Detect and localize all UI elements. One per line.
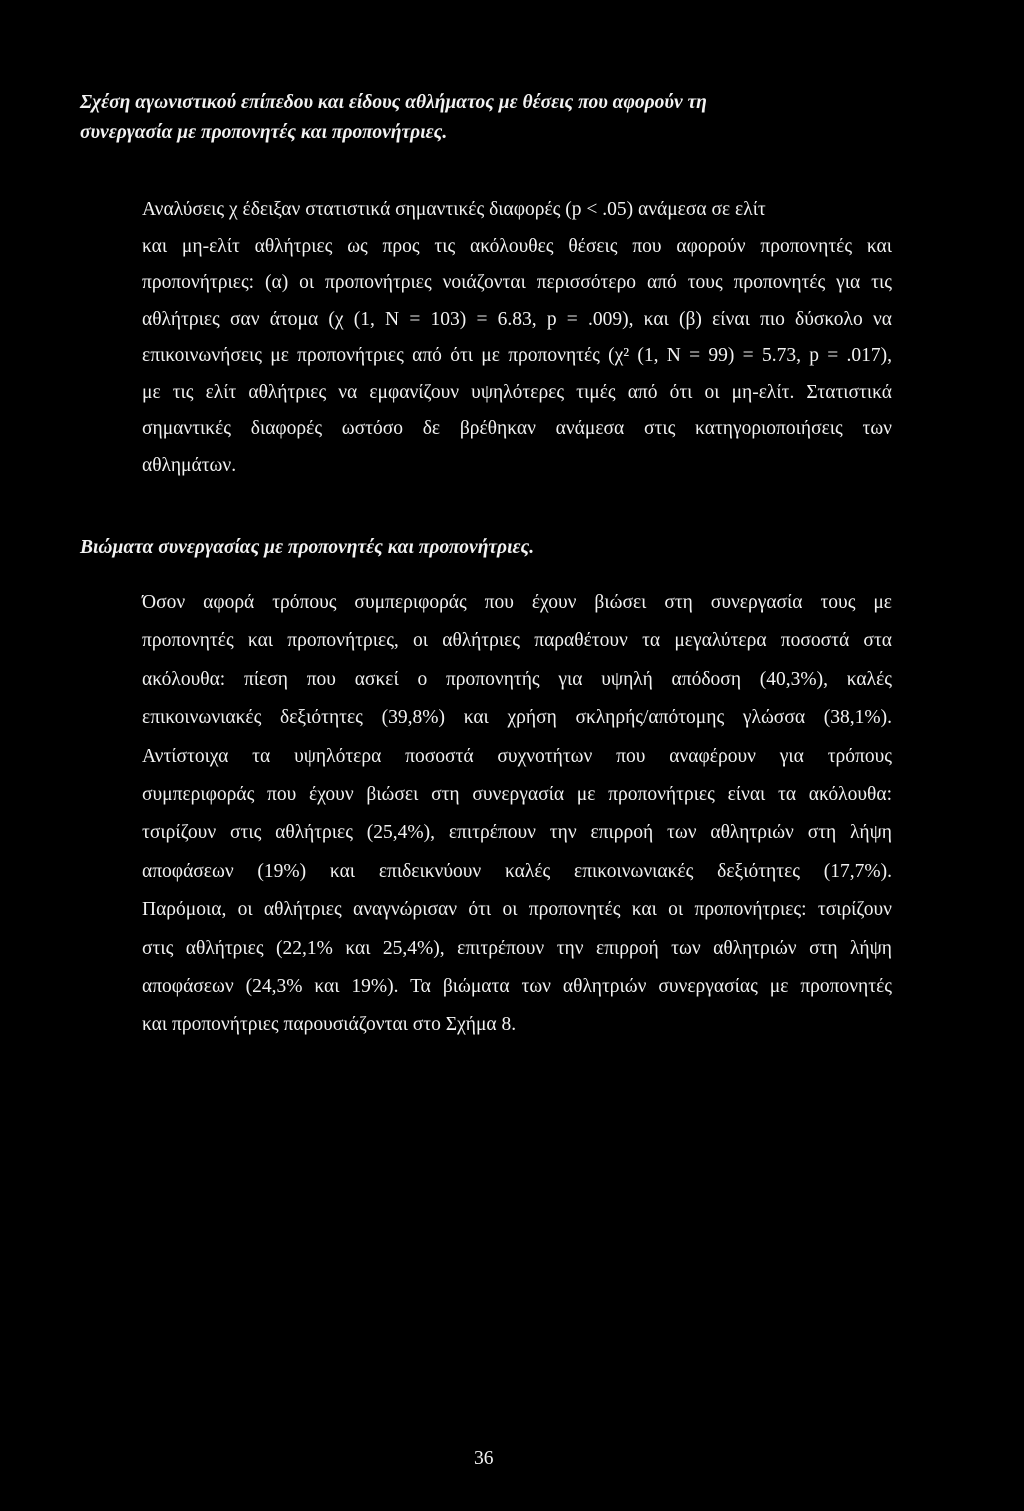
page-number: 36 bbox=[474, 1448, 494, 1469]
paragraph-line: αποφάσεων (24,3% και 19%). Τα βιώματα των αθλητριών συνεργασίας με προπονητές bbox=[142, 976, 892, 998]
paragraph-line: και μη-ελίτ αθλήτριες ως προς τις ακόλουθες θέσεις που αφορούν προπονητές και bbox=[142, 235, 892, 257]
section-heading-2 bbox=[80, 533, 892, 563]
paragraph-line: με τις ελίτ αθλήτριες να εμφανίζουν υψηλότερες τιμές από ότι οι μη-ελίτ. Στατιστικά bbox=[142, 381, 892, 403]
paragraph-line: Όσον αφορά τρόπους συμπεριφοράς που έχουν βιώσει στη συνεργασία τους με bbox=[142, 592, 892, 613]
paragraph-chi-square-results bbox=[80, 192, 892, 484]
paragraph-line: ακόλουθα: πίεση που ασκεί ο προπονητής για υψηλή απόδοση (40,3%), καλές bbox=[142, 668, 892, 690]
paragraph-experiences bbox=[80, 584, 892, 1045]
paragraph-line: προπονήτριες: (α) οι προπονήτριες νοιάζονται περισσότερο από τους προπονητές για τις bbox=[142, 272, 892, 293]
paragraph-line: Αντίστοιχα τα υψηλότερα ποσοστά συχνοτήτων που αναφέρουν για τρόπους bbox=[142, 745, 892, 767]
heading-line: Σχέση αγωνιστικού επίπεδου και είδους αθλήματος με θέσεις που αφορούν τη bbox=[80, 92, 707, 113]
paragraph-line: επικοινωνήσεις με προπονήτριες από ότι με προπονητές (χ² (1, Ν = 99) = 5.73, p = .017), bbox=[142, 345, 892, 366]
paragraph-line: συμπεριφοράς που έχουν βιώσει στη συνεργασία με προπονήτριες είναι τα ακόλουθα: bbox=[142, 784, 892, 806]
paragraph-line: προπονητές και προπονήτριες, οι αθλήτριες παραθέτουν τα μεγαλύτερα ποσοστά στα bbox=[142, 630, 892, 652]
section-heading-1 bbox=[80, 88, 892, 148]
heading-line: Βιώματα συνεργασίας με προπονητές και προπονήτριες. bbox=[80, 537, 535, 558]
paragraph-line: αθλημάτων. bbox=[142, 454, 237, 476]
paragraph-line: αποφάσεων (19%) και επιδεικνύουν καλές επικοινωνιακές δεξιότητες (17,7%). bbox=[142, 860, 892, 882]
paragraph-line: και προπονήτριες παρουσιάζονται στο Σχήμα 8. bbox=[142, 1014, 517, 1036]
paragraph-line: στις αθλήτριες (22,1% και 25,4%), επιτρέπουν την επιρροή των αθλητριών στη λήψη bbox=[142, 937, 892, 959]
paragraph-line: επικοινωνιακές δεξιότητες (39,8%) και χρήση σκληρής/απότομης γλώσσα (38,1%). bbox=[142, 707, 892, 729]
document-page bbox=[80, 88, 892, 1045]
heading-line: συνεργασία με προπονητές και προπονήτριες. bbox=[80, 122, 448, 143]
paragraph-line: τσιρίζουν στις αθλήτριες (25,4%), επιτρέπουν την επιρροή των αθλητριών στη λήψη bbox=[142, 822, 892, 844]
paragraph-line: Παρόμοια, οι αθλήτριες αναγνώρισαν ότι οι προπονητές και οι προπονήτριες: τσιρίζουν bbox=[142, 899, 892, 921]
paragraph-line: Αναλύσεις χ έδειξαν στατιστικά σημαντικές διαφορές (p < .05) ανάμεσα σε ελίτ bbox=[142, 199, 766, 220]
paragraph-line: σημαντικές διαφορές ωστόσο δε βρέθηκαν ανάμεσα στις κατηγοριοποιήσεις των bbox=[142, 418, 892, 439]
paragraph-line: αθλήτριες σαν άτομα (χ (1, Ν = 103) = 6.83, p = .009), και (β) είναι πιο δύσκολο να bbox=[142, 308, 892, 330]
